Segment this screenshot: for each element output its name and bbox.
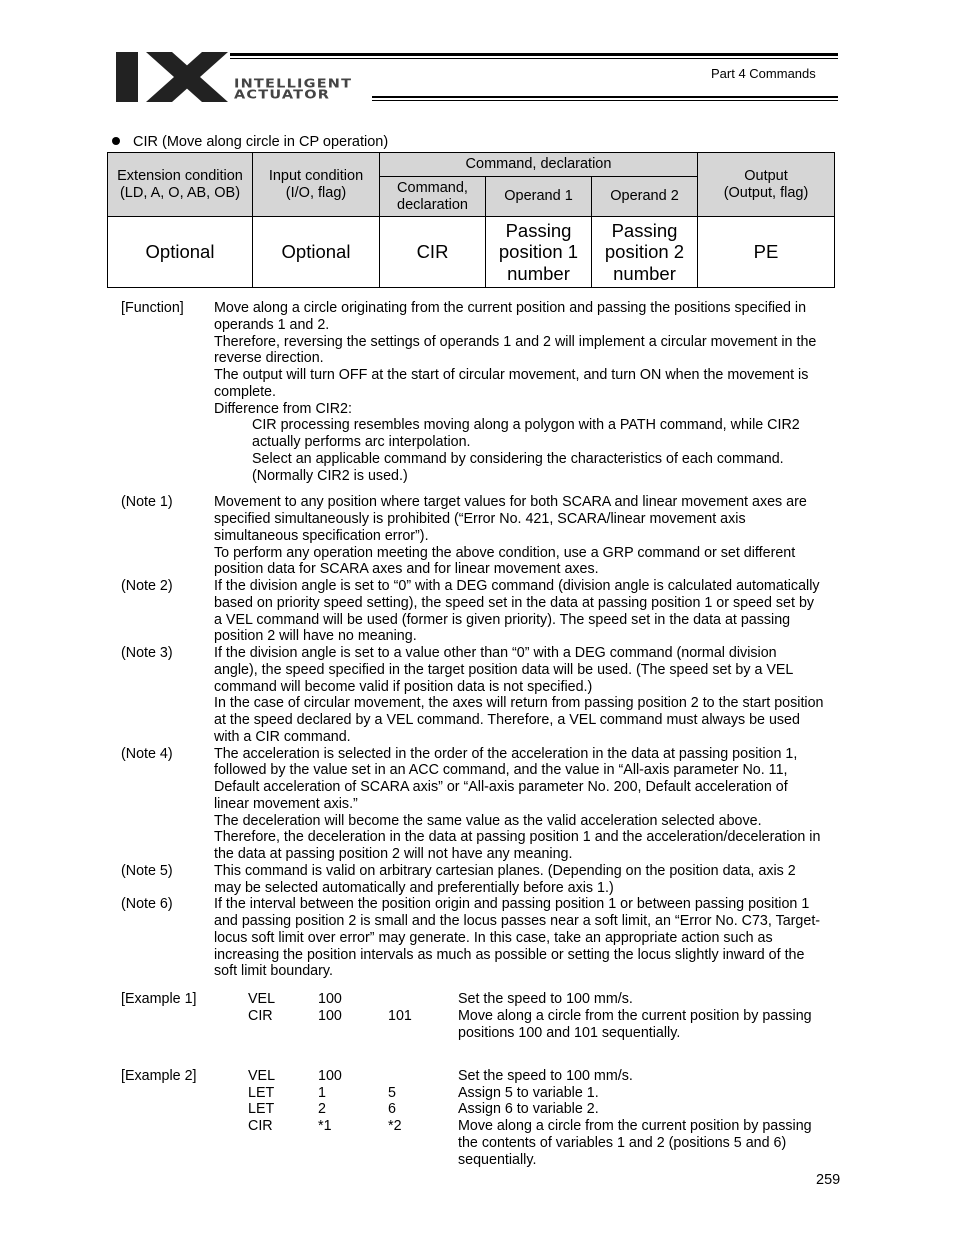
example-operand-1: *1 xyxy=(318,1118,332,1134)
header-operand-1: Operand 1 xyxy=(486,177,592,217)
header-output: Output (Output, flag) xyxy=(698,153,835,217)
note-line: soft limit boundary. xyxy=(214,963,333,980)
example-row xyxy=(121,991,851,1008)
note-line: Therefore, the deceleration in the data at passing position 1 and the acceleration/deceleration in xyxy=(214,829,821,846)
example-command: VEL xyxy=(248,1067,276,1084)
description-body xyxy=(121,300,851,1168)
example-comment: the contents of variables 1 and 2 (positions 5 and 6) xyxy=(458,1134,787,1151)
note-line: increasing the position intervals as much as possible or setting the locus slightly inward of the xyxy=(214,946,805,963)
example-row xyxy=(121,1118,851,1135)
note-line: If the division angle is set to a value other than “0” with a DEG command (normal division xyxy=(214,645,777,661)
example-operand-2: 5 xyxy=(388,1084,396,1101)
header-rule xyxy=(372,96,838,98)
page-number: 259 xyxy=(816,1172,841,1188)
note-line: The acceleration is selected in the order of the acceleration in the data at passing position 1, xyxy=(214,745,798,762)
note-line: position 2 will have no meaning. xyxy=(214,628,417,645)
example-comment: Set the speed to 100 mm/s. xyxy=(458,991,633,1007)
example-row xyxy=(121,1101,851,1118)
example-comment: positions 100 and 101 sequentially. xyxy=(458,1024,681,1041)
command-title xyxy=(112,134,388,150)
note-block xyxy=(121,863,851,897)
cell-input: Optional xyxy=(253,217,380,288)
header-input-condition: Input condition (I/O, flag) xyxy=(253,153,380,217)
note-line: based on priority speed setting), the speed set in the data at passing position 1 or speed set by xyxy=(214,594,815,611)
example-command: LET xyxy=(248,1084,275,1101)
note-label: (Note 3) xyxy=(121,645,173,661)
note-line: Move along a circle originating from the current position and passing the positions specified in xyxy=(214,300,807,316)
note-block xyxy=(121,746,851,863)
note-block xyxy=(121,578,851,645)
command-title-text: CIR (Move along circle in CP operation) xyxy=(133,134,389,150)
note-line: Select an applicable command by considering the characteristics of each command. xyxy=(252,450,784,467)
header-extension-condition: Extension condition (LD, A, O, AB, OB) xyxy=(108,153,253,217)
note-block xyxy=(121,300,851,484)
note-line: reverse direction. xyxy=(214,350,324,367)
note-line: and passing position 2 is small and the locus passes near a soft limit, an “Error No. C73, Target- xyxy=(214,913,821,929)
note-line: If the division angle is set to “0” with a DEG command (division angle is calculated automatically xyxy=(214,578,820,594)
cell-operand-2: Passing position 2 number xyxy=(592,217,698,288)
note-line: The deceleration will become the same value as the valid acceleration selected above. xyxy=(214,812,762,829)
note-line: simultaneous specification error”). xyxy=(214,527,429,544)
example-block xyxy=(121,991,851,1041)
example-row xyxy=(121,1068,851,1085)
example-command: CIR xyxy=(248,1007,273,1024)
note-line: specified simultaneously is prohibited (“Error No. 421, SCARA/linear movement axis xyxy=(214,511,746,527)
command-table xyxy=(107,152,835,288)
note-line: operands 1 and 2. xyxy=(214,316,330,333)
note-line: Default acceleration of SCARA axis” or “All-axis parameter No. 200, Default acceleration of xyxy=(214,779,788,795)
note-line: In the case of circular movement, the axes will return from passing position 2 to the start position xyxy=(214,695,824,712)
example-row xyxy=(121,1152,851,1169)
note-label: [Function] xyxy=(121,300,184,316)
note-line: may be selected automatically and preferentially before axis 1.) xyxy=(214,879,614,896)
note-label: (Note 2) xyxy=(121,578,173,594)
cell-extension: Optional xyxy=(108,217,253,288)
note-label: (Note 4) xyxy=(121,745,173,762)
example-comment: Assign 5 to variable 1. xyxy=(458,1084,599,1101)
note-label: (Note 5) xyxy=(121,862,173,879)
example-operand-1: 100 xyxy=(318,991,342,1007)
logo-ix-mark xyxy=(116,52,228,102)
note-line: at the speed declared by a VEL command. Therefore, a VEL command must always be used xyxy=(214,712,800,728)
note-line: (Normally CIR2 is used.) xyxy=(252,467,408,484)
header-command-declaration: Command, declaration xyxy=(380,153,698,177)
note-label: (Note 1) xyxy=(121,494,173,511)
note-line: actually performs arc interpolation. xyxy=(252,434,471,450)
note-line: a VEL command will be used (former is given priority). The speed set in the data at passing xyxy=(214,611,791,628)
cell-operand-1: Passing position 1 number xyxy=(486,217,592,288)
note-line: with a CIR command. xyxy=(214,728,351,745)
example-comment: sequentially. xyxy=(458,1151,537,1168)
example-operand-1: 100 xyxy=(318,1067,342,1084)
example-operand-2: *2 xyxy=(388,1118,402,1134)
note-line: To perform any operation meeting the above condition, use a GRP command or set different xyxy=(214,544,796,561)
logo-text: INTELLIGENT ACTUATOR xyxy=(234,77,353,102)
header-rule xyxy=(372,100,838,101)
example-comment: Move along a circle from the current position by passing xyxy=(458,1118,812,1134)
section-label: Part 4 Commands xyxy=(711,66,816,81)
example-label: [Example 1] xyxy=(121,991,197,1007)
note-block xyxy=(121,494,851,578)
example-block xyxy=(121,1068,851,1169)
note-line: Movement to any position where target values for both SCARA and linear movement axes are xyxy=(214,494,807,511)
example-comment: Assign 6 to variable 2. xyxy=(458,1101,599,1118)
example-operand-1: 100 xyxy=(318,1007,342,1024)
note-line: If the interval between the position origin and passing position 1 or between passing position 1 xyxy=(214,896,810,913)
bullet-icon xyxy=(112,137,120,145)
cell-command: CIR xyxy=(380,217,486,288)
example-operand-1: 1 xyxy=(318,1084,326,1101)
note-block xyxy=(121,645,851,746)
example-operand-2: 101 xyxy=(388,1007,412,1024)
example-label: [Example 2] xyxy=(121,1067,197,1084)
note-label: (Note 6) xyxy=(121,896,173,913)
example-operand-2: 6 xyxy=(388,1101,396,1118)
note-block xyxy=(121,896,851,980)
example-comment: Set the speed to 100 mm/s. xyxy=(458,1067,633,1084)
header-rule xyxy=(230,58,838,59)
note-line: the data at passing position 2 will not have any meaning. xyxy=(214,846,573,862)
note-line: Therefore, reversing the settings of operands 1 and 2 will implement a circular movement in the xyxy=(214,333,817,350)
cell-output: PE xyxy=(698,217,835,288)
note-line: angle), the speed specified in the target position data will be used. (The speed set by a VEL xyxy=(214,661,794,678)
note-line: locus soft limit over error” may generate. In this case, take an appropriate action such as xyxy=(214,929,773,946)
example-command: LET xyxy=(248,1101,275,1118)
note-line: The output will turn OFF at the start of circular movement, and turn ON when the movement is xyxy=(214,367,809,383)
example-row xyxy=(121,1135,851,1152)
note-line: complete. xyxy=(214,383,276,400)
example-row xyxy=(121,1008,851,1025)
note-line: command will become valid if position data is not specified.) xyxy=(214,678,593,695)
note-line: followed by the value set in an ACC command, and the value in “All-axis parameter No. 11, xyxy=(214,762,788,779)
header-operand-2: Operand 2 xyxy=(592,177,698,217)
note-line: position data for SCARA axes and for linear movement axes. xyxy=(214,561,599,578)
note-line: linear movement axis.” xyxy=(214,795,358,812)
example-row xyxy=(121,1025,851,1042)
example-operand-1: 2 xyxy=(318,1101,326,1118)
note-line: Difference from CIR2: xyxy=(214,400,352,417)
note-line: This command is valid on arbitrary cartesian planes. (Depending on the position data, axis 2 xyxy=(214,862,796,879)
header-command-sub: Command, declaration xyxy=(380,177,486,217)
example-comment: Move along a circle from the current position by passing xyxy=(458,1007,812,1024)
header-rule xyxy=(230,53,838,56)
example-command: VEL xyxy=(248,991,276,1007)
example-row xyxy=(121,1085,851,1102)
example-command: CIR xyxy=(248,1118,273,1134)
note-line: CIR processing resembles moving along a polygon with a PATH command, while CIR2 xyxy=(252,417,800,434)
